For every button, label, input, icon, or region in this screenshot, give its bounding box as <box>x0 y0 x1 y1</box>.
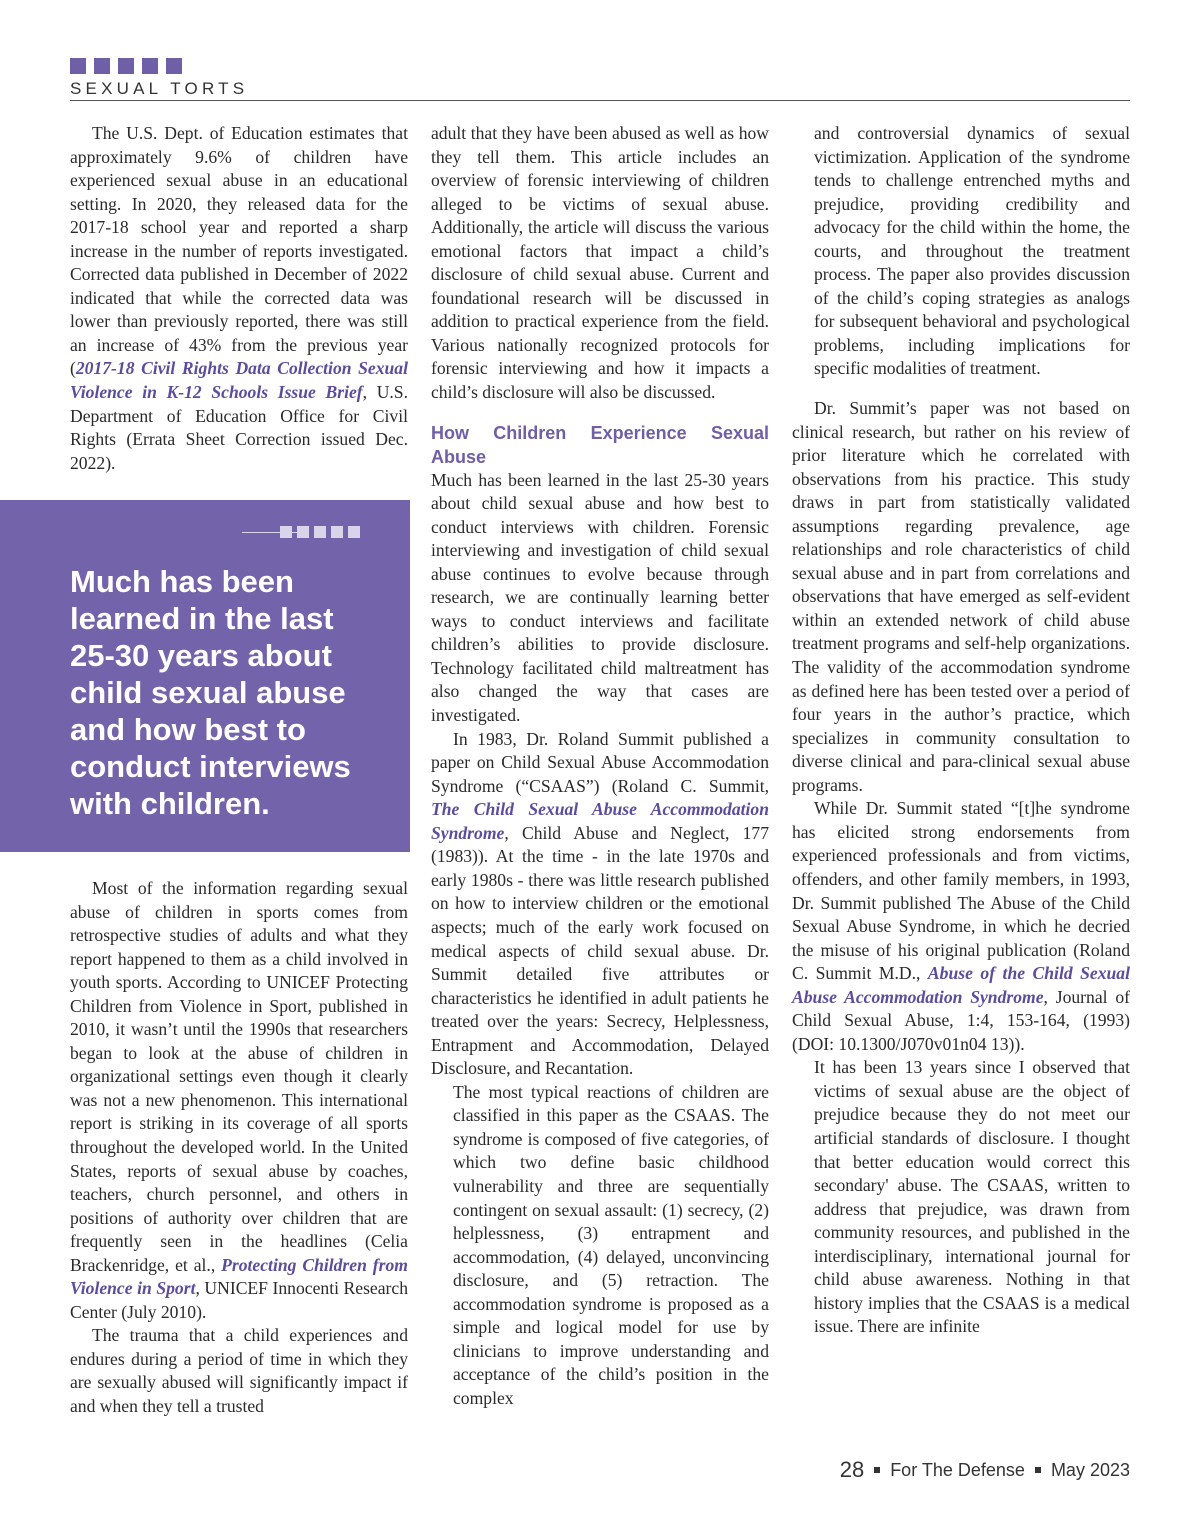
marker-square <box>94 58 110 74</box>
text: , Child Abuse and Neglect, 177 (1983)). At the time - in the late 1970s and early 1980s - there was little research published on how to interview children or the emotional aspects; much of the early work focused on medical aspects of child sexual abuse. Dr. Summit detailed five attributes or characteristics he identified in adult patients he treated over the years: Secrecy, Helplessness, Entrapment and Accommodation, Delayed Disclosure, and Recantation. <box>431 822 769 1079</box>
marker-square <box>314 526 326 538</box>
pull-quote-text: Much has been learned in the last 25-30 years about child sexual abuse and how best to conduct interviews with children. <box>70 564 351 821</box>
paragraph: Dr. Summit’s paper was not based on clinical research, but rather on his review of prior literature which he correlated with observations from his practice. This study draws in part from statistically validated assumptions regarding prevalence, age relationships and role characteristics of child sexual abuse and in part from correlations and observations that have emerged as self-evident within an extended network of child abuse treatment programs and self-help organizations. The validity of the accommodation syndrome as defined here has been tested over a period of four years in the author’s practice, which specializes in community consultation to diverse clinical and para-clinical sexual abuse programs. <box>792 398 1130 795</box>
block-quote: The most typical reactions of children are classified in this paper as the CSAAS. The syndrome is composed of five categories, of which two define basic childhood vulnerability and three are sequentially contingent on sexual assault: (1) secrecy, (2) helplessness, (3) entrapment and accommodation, (4) delayed, unconvincing disclosure, and (5) retraction. The accommodation syndrome is proposed as a simple and logical model for use by clinicians to improve understanding and acceptance of the child’s position in the complex <box>453 1081 769 1408</box>
marker-square <box>142 58 158 74</box>
section-marker-squares <box>70 58 182 74</box>
marker-square <box>118 58 134 74</box>
marker-square <box>331 526 343 538</box>
block-quote: It has been 13 years since I observed that victims of sexual abuse are the object of prejudice because they do not meet our artificial standards of disclosure. I thought that better education would correct this secondary' abuse. The CSAAS, written to address that prejudice, was drawn from community resources, and published in the interdisciplinary, international journal for child abuse awareness. Nothing in that history implies that the CSAAS is a medical issue. There are infinite <box>814 1057 1130 1337</box>
block-quote: and controversial dynamics of sexual victimization. Application of the syndrome tends to challenge entrenched myths and prejudice, providing credibility and advocacy for the child within the home, the courts, and throughout the treatment process. The paper also provides discussion of the child’s coping strategies as analogs for subsequent behavioral and psychological problems, including implications for specific modalities of treatment. <box>814 123 1130 379</box>
column-3 <box>792 122 1130 1339</box>
separator-dot <box>1035 1467 1041 1473</box>
column-2 <box>431 122 769 1410</box>
separator-dot <box>874 1467 880 1473</box>
publication-name: For The Defense <box>890 1459 1025 1480</box>
marker-square <box>70 58 86 74</box>
citation-title: The Child Sexual Abuse Accommodation Syndrome <box>431 799 769 843</box>
citation-title: Protecting Children from Violence in Sport <box>70 1254 408 1299</box>
header-rule <box>70 100 1130 101</box>
page-number: 28 <box>839 1457 865 1482</box>
citation-title: 2017-18 Civil Rights Data Collection Sexual Violence in K-12 Schools Issue Brief <box>70 358 408 403</box>
paragraph <box>70 877 408 1324</box>
paragraph: adult that they have been abused as well as how they tell them. This article includes an overview of forensic interviewing of children alleged to be victims of sexual abuse. Additionally, the article will discuss the various emotional factors that impact a child’s disclosure of child sexual abuse. Current and foundational research will be discussed in addition to practical experience from the field. Various nationally recognized protocols for forensic interviewing and how it impacts a child’s disclosure will also be discussed. <box>431 123 769 403</box>
text: , Journal of Child Sexual Abuse, 1:4, 153-164, (1993) (DOI: 10.1300/J070v01n04 13)). <box>792 986 1130 1054</box>
text: , UNICEF Innocenti Research Center (July 2010). <box>70 1278 409 1322</box>
text: Most of the information regarding sexual abuse of children in sports comes from retrospective studies of adults and what they report happened to them as a child involved in youth sports. According to UNICEF Protecting Children from Violence in Sport, published in 2010, it wasn’t until the 1990s that researchers began to look at the abuse of children in organizational settings even though it clearly was not a new phenomenon. This international report is striking in its coverage of all sports throughout the developed world. In the United States, reports of sexual abuse by coaches, teachers, church personnel, and others in positions of authority over children that are frequently seen in the headlines (Celia Brackenridge, et al., <box>70 878 408 1275</box>
text: In 1983, Dr. Roland Summit published a paper on Child Sexual Abuse Accommodation Syndrome (“CSAAS”) (Roland C. Summit, <box>431 728 769 796</box>
text: While Dr. Summit stated “[t]he syndrome has elicited strong endorsements from experienced professionals and from victims, offenders, and other family members, in 1993, Dr. Summit published The Abuse of the Child Sexual Abuse Syndrome, in which he decried the misuse of his original publication (Roland C. Summit M.D., <box>792 798 1130 984</box>
text: , U.S. Department of Education Office for Civil Rights (Errata Sheet Correction issued Dec. 2022). <box>70 382 408 473</box>
marker-square <box>280 526 292 538</box>
marker-square <box>166 58 182 74</box>
column-1-bottom <box>70 877 408 1419</box>
pull-quote-squares <box>280 526 360 538</box>
page-footer <box>840 1457 1130 1483</box>
text: The U.S. Dept. of Education estimates that approximately 9.6% of children have experienced sexual abuse in an educational setting. In 2020, they released data for the 2017-18 school year and reported a sharp increase in the number of reports investigated. Corrected data published in December of 2022 indicated that while the corrected data was lower than previously reported, there was still an increase of 43% from the previous year ( <box>70 123 408 379</box>
paragraph: Much has been learned in the last 25-30 years about child sexual abuse and how best to conduct interviews with children. Forensic interviewing and investigation of child sexual abuse continues to evolve because through research, we are continually learning better ways to conduct interviews and facilitate children’s abilities to provide disclosure. Technology facilitated child maltreatment has also changed the way that cases are investigated. <box>431 469 769 726</box>
column-1-top <box>70 122 408 475</box>
citation-title: Abuse of the Child Sexual Abuse Accommodation Syndrome <box>792 963 1130 1007</box>
paragraph <box>792 797 1130 1056</box>
pull-quote-box <box>0 500 410 852</box>
paragraph <box>70 122 408 475</box>
subheading: How Children Experience Sexual Abuse <box>431 422 769 467</box>
issue-date: May 2023 <box>1050 1459 1130 1480</box>
paragraph: The trauma that a child experiences and endures during a period of time in which they are sexually abused will significantly impact if and when they tell a trusted <box>70 1325 408 1417</box>
marker-square <box>297 526 309 538</box>
section-label: SEXUAL TORTS <box>70 79 249 98</box>
paragraph <box>431 728 769 1081</box>
marker-square <box>348 526 360 538</box>
